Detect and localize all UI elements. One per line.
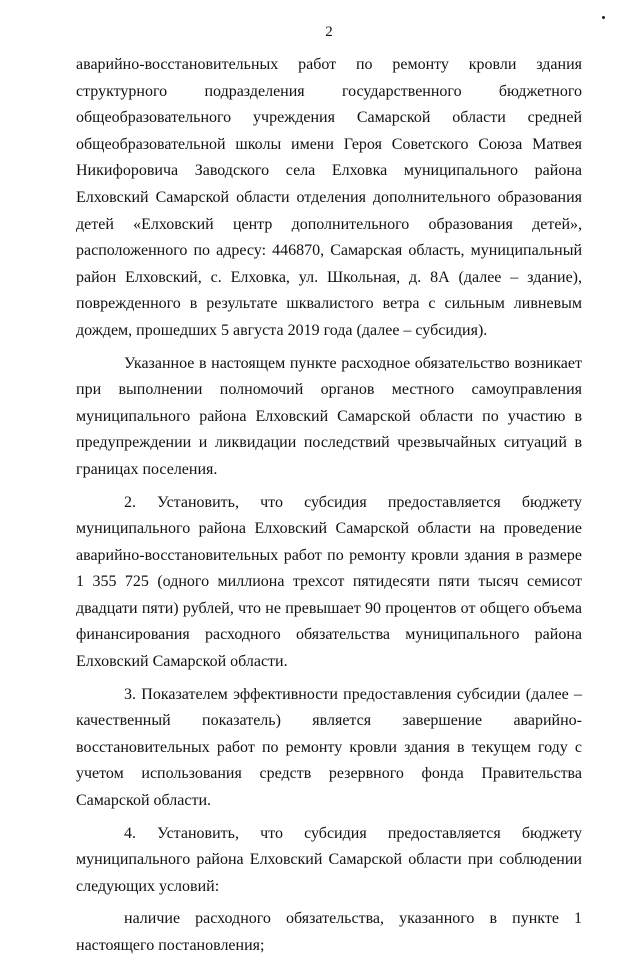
paragraph-item-3: 3. Показателем эффективности предоставления субсидии (далее – качественный показатель) является завершение аварийно-восстановительных работ по ремонту кровли здания в текущем году с учетом использования средств резервного фонда Правительства Самарской области. bbox=[76, 685, 582, 810]
paragraph-continuation: аварийно-восстановительных работ по ремонту кровли здания структурного подразделения государственного бюджетного общеобразовательного учреждения Самарской области средней общеобразовательной школы имени Героя Советского Союза Матвея Никифоровича Заводского села Елховка муниципального района Елховский Самарской области отделения дополнительного образования детей «Елховский центр дополнительного образования детей», расположенного по адресу: 446870, Самарская область, муниципальный район Елховский, с. Елховка, ул. Школьная, д. 8А (далее – здание), поврежденного в результате шквалистого ветра с сильным ливневым дождем, прошедших 5 августа 2019 года (далее – субсидия). bbox=[76, 56, 582, 339]
scan-speck bbox=[602, 16, 605, 19]
paragraph-item-2: 2. Установить, что субсидия предоставляется бюджету муниципального района Елховский Самарской области на проведение аварийно-восстановительных работ по ремонту кровли здания в размере 1 355 725 (одного миллиона трехсот пятидесяти пяти тысяч семисот двадцати пяти) рублей, что не превышает 90 процентов от общего объема финансирования расходного обязательства муниципального района Елховский Самарской области. bbox=[76, 493, 582, 671]
page-number: 2 bbox=[325, 24, 333, 40]
paragraph-condition: наличие расходного обязательства, указанного в пункте 1 настоящего постановления; bbox=[76, 910, 582, 954]
paragraph-item-4: 4. Установить, что субсидия предоставляется бюджету муниципального района Елховский Самарской области при соблюдении следующих условий: bbox=[76, 824, 582, 895]
paragraph-obligation: Указанное в настоящем пункте расходное обязательство возникает при выполнении полномочий органов местного самоуправления муниципального района Елховский Самарской области по участию в предупреждении и ликвидации последствий чрезвычайных ситуаций в границах поселения. bbox=[76, 354, 582, 478]
